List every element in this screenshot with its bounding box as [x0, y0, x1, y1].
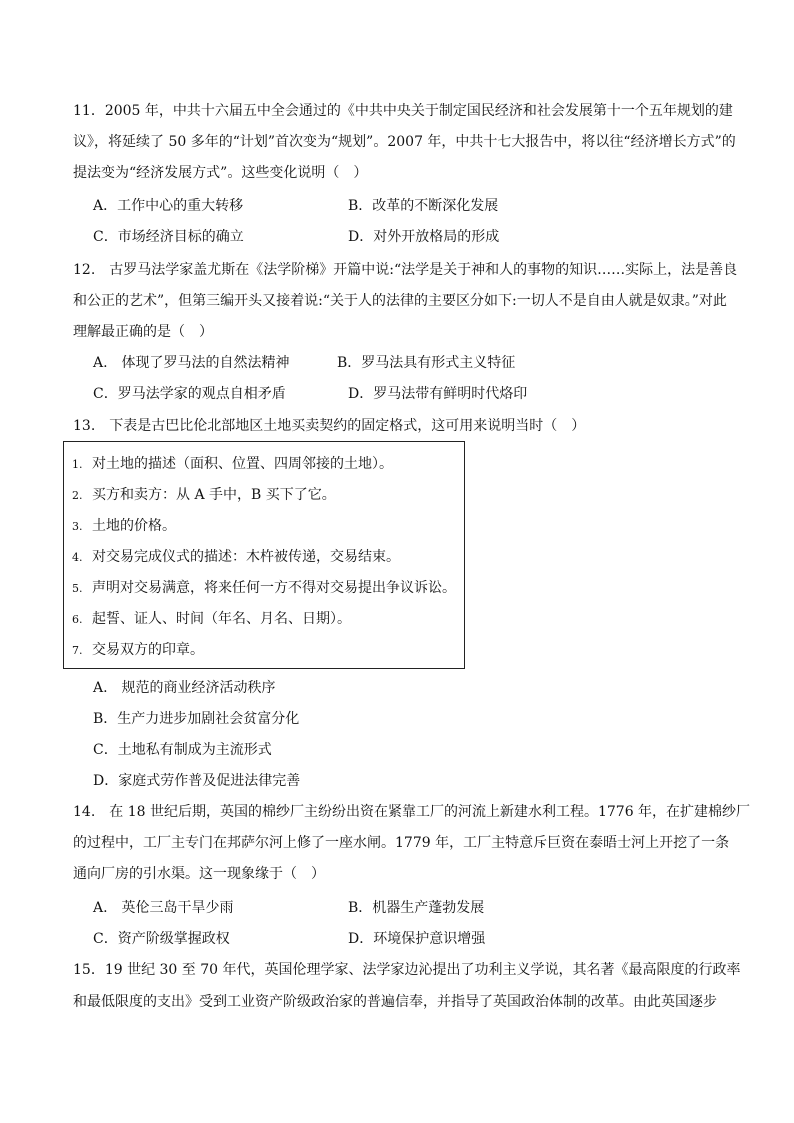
row-text: 起誓、证人、时间（年名、月名、日期）。	[92, 611, 351, 627]
row-number: 5.	[72, 582, 83, 595]
row-number: 1.	[72, 458, 83, 471]
row-text: 声明对交易满意，将来任何一方不得对交易提出争议诉讼。	[92, 580, 456, 596]
q12-option-b[interactable]: B．罗马法具有形式主义特征	[337, 355, 516, 371]
table-row	[72, 485, 336, 505]
q11-option-a[interactable]: A．工作中心的重大转移	[93, 198, 244, 214]
row-text: 交易双方的印章。	[92, 642, 204, 658]
q14-option-c[interactable]: C．资产阶级掌握政权	[93, 931, 230, 947]
q15-line-1: 15．19 世纪 30 至 70 年代，英国伦理学家、法学家边沁提出了功利主义学说，其名著《最高限度的行政率	[73, 962, 741, 978]
q13-option-d[interactable]: D．家庭式劳作普及促进法律完善	[93, 773, 301, 789]
q12-option-a[interactable]: A. 体现了罗马法的自然法精神	[93, 355, 290, 371]
q14-line-1: 14. 在 18 世纪后期，英国的棉纱厂主纷纷出资在紧靠工厂的河流上新建水利工程。1776 年，在扩建棉纱厂	[73, 804, 751, 820]
q12-option-d[interactable]: D．罗马法带有鲜明时代烙印	[348, 386, 528, 402]
q13-option-a[interactable]: A. 规范的商业经济活动秩序	[93, 680, 276, 696]
table-row	[72, 609, 351, 629]
q14-option-d[interactable]: D．环境保护意识增强	[348, 931, 486, 947]
row-number: 7.	[72, 644, 83, 657]
q14-option-a[interactable]: A. 英伦三岛干旱少雨	[93, 900, 234, 916]
table-row	[72, 547, 400, 567]
q11-option-b[interactable]: B．改革的不断深化发展	[348, 198, 499, 214]
q15-line-2: 和最低限度的支出》受到工业资产阶级政治家的普遍信奉，并指导了英国政治体制的改革。由此英国逐步	[73, 994, 717, 1010]
q11-option-d[interactable]: D．对外开放格局的形成	[348, 229, 500, 245]
q14-option-b[interactable]: B．机器生产蓬勃发展	[348, 900, 485, 916]
q13-stem: 13. 下表是古巴比伦北部地区土地买卖契约的固定格式，这可用来说明当时（ ）	[73, 418, 586, 434]
row-number: 4.	[72, 551, 83, 564]
q11-line-1: 11．2005 年，中共十六届五中全会通过的《中共中央关于制定国民经济和社会发展第十一个五年规划的建	[73, 103, 733, 119]
row-text: 对交易完成仪式的描述：木杵被传递，交易结束。	[92, 549, 400, 565]
q12-line-3: 理解最正确的是（ ）	[73, 324, 213, 340]
row-number: 6.	[72, 613, 83, 626]
q11-option-c[interactable]: C．市场经济目标的确立	[93, 229, 244, 245]
contract-format-table	[63, 441, 465, 669]
row-number: 2.	[72, 489, 83, 502]
table-row	[72, 516, 176, 536]
q14-line-3: 通向厂房的引水渠。这一现象缘于（ ）	[73, 866, 325, 882]
table-row	[72, 640, 204, 660]
table-row	[72, 578, 456, 598]
q13-option-b[interactable]: B．生产力进步加剧社会贫富分化	[93, 711, 300, 727]
q13-option-c[interactable]: C．土地私有制成为主流形式	[93, 742, 272, 758]
q14-line-2: 的过程中，工厂主专门在邦萨尔河上修了一座水闸。1779 年，工厂主特意斥巨资在泰晤士河上开挖了一条	[73, 835, 730, 851]
q12-option-c[interactable]: C．罗马法学家的观点自相矛盾	[93, 386, 286, 402]
q11-line-3: 提法变为“经济发展方式”。这些变化说明（ ）	[73, 165, 368, 181]
row-text: 买方和卖方：从 A 手中，B 买下了它。	[92, 487, 336, 503]
row-text: 对土地的描述（面积、位置、四周邻接的土地）。	[92, 456, 393, 472]
q12-line-2: 和公正的艺术”，但第三编开头又接着说:“关于人的法律的主要区分如下:一切人不是自由人就是奴隶。”对此	[73, 293, 727, 309]
table-row	[72, 454, 393, 474]
row-text: 土地的价格。	[92, 518, 176, 534]
q11-line-2: 议》，将延续了 50 多年的“计划”首次变为“规划”。2007 年，中共十七大报告中，将以往“经济增长方式”的	[73, 134, 736, 150]
q12-line-1: 12. 古罗马法学家盖尤斯在《法学阶梯》开篇中说:“法学是关于神和人的事物的知识……实际上，法是善良	[73, 262, 738, 278]
row-number: 3.	[72, 520, 83, 533]
